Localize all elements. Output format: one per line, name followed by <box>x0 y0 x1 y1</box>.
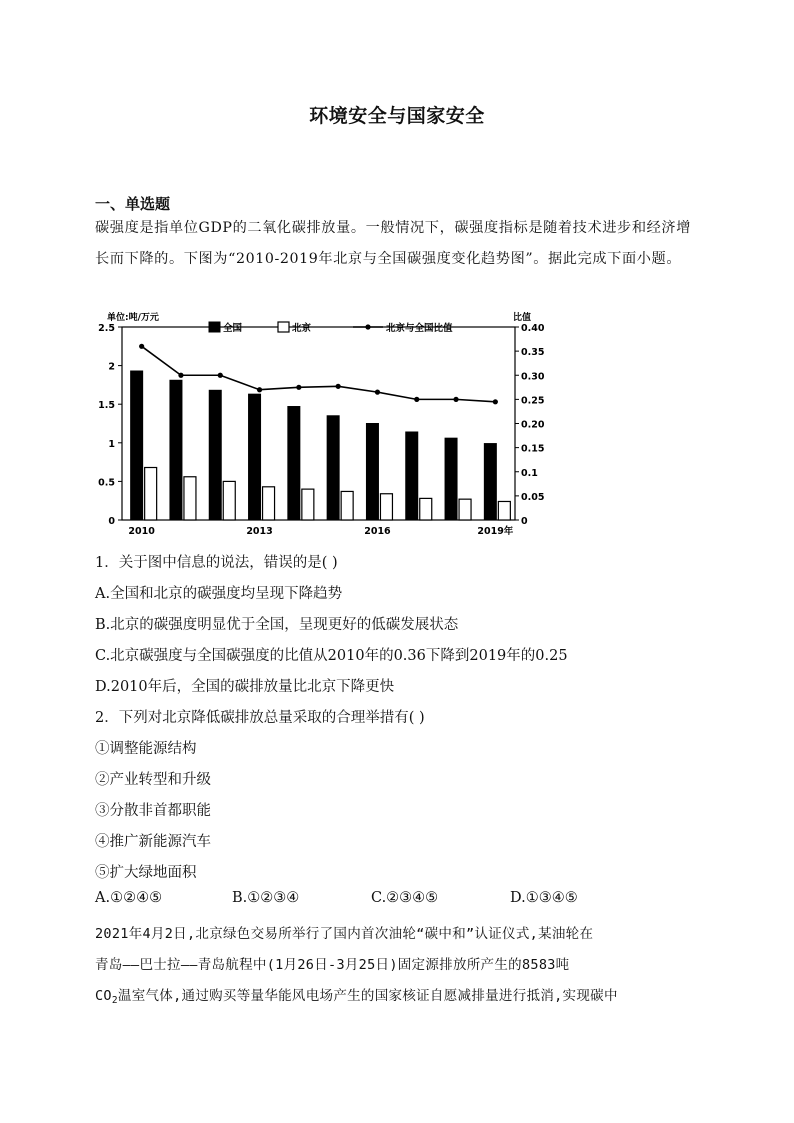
ratio-point <box>493 399 498 404</box>
bar-beijing <box>498 501 510 520</box>
q1-option-c: C.北京碳强度与全国碳强度的比值从2010年的0.36下降到2019年的0.25 <box>95 648 568 664</box>
left-tick-label: 2.5 <box>98 323 115 334</box>
q2-stem: 2．下列对北京降低碳排放总量采取的合理举措有( ) <box>95 710 425 726</box>
legend-swatch-national <box>209 322 220 332</box>
bar-beijing <box>223 481 235 520</box>
q2-item-1: ①调整能源结构 <box>95 741 197 757</box>
ratio-point <box>218 373 223 378</box>
ratio-line <box>142 346 496 401</box>
bar-beijing <box>420 498 432 520</box>
bar-national <box>327 416 339 520</box>
passage-line-1: 2021年4月2日,北京绿色交易所举行了国内首次油轮“碳中和”认证仪式,某油轮在 <box>95 926 594 942</box>
right-tick-label: 0 <box>521 516 528 527</box>
left-tick-label: 2 <box>108 361 115 373</box>
legend-label-national: 全国 <box>223 323 243 334</box>
bar-national <box>445 438 457 520</box>
q1-option-b: B.北京的碳强度明显优于全国，呈现更好的低碳发展状态 <box>95 617 459 633</box>
bar-beijing <box>145 468 157 520</box>
q2-option-b: B.①②③④ <box>232 890 300 906</box>
q2-item-2: ②产业转型和升级 <box>95 772 211 788</box>
passage <box>95 919 705 1016</box>
passage-line-3 <box>95 981 705 1016</box>
right-tick-label: 0.30 <box>521 371 545 383</box>
section-heading: 一、单选题 <box>95 195 171 213</box>
bar-national <box>406 432 418 520</box>
ratio-point <box>375 390 380 395</box>
right-tick-label: 0.25 <box>521 395 545 407</box>
left-axis-label: 单位:吨/万元 <box>107 313 159 323</box>
q1-option-a: A.全国和北京的碳强度均呈现下降趋势 <box>95 586 343 602</box>
right-tick-label: 0.35 <box>521 347 545 359</box>
co2-formula: CO <box>95 988 112 1004</box>
q2-item-4: ④推广新能源汽车 <box>95 834 211 850</box>
bar-beijing <box>302 489 314 520</box>
legend-swatch-beijing <box>278 322 289 332</box>
q2-item-3: ③分散非首都职能 <box>95 803 211 819</box>
legend-label-ratio: 北京与全国比值 <box>386 323 453 334</box>
q2-option-c: C.②③④⑤ <box>371 890 439 906</box>
bar-beijing <box>459 499 471 520</box>
passage-line-2: 青岛——巴士拉——青岛航程中(1月26日-3月25日)固定源排放所产生的8583吨 <box>95 957 570 973</box>
bar-national <box>366 424 378 521</box>
co2-subscript: 2 <box>111 995 118 1006</box>
left-tick-label: 1.5 <box>98 400 115 412</box>
carbon-intensity-chart <box>95 308 545 538</box>
bar-beijing <box>341 491 353 520</box>
x-tick-label: 2010 <box>128 526 155 537</box>
bar-national <box>131 371 143 520</box>
bar-national <box>249 394 261 520</box>
x-tick-label: 2013 <box>246 526 273 537</box>
bar-beijing <box>380 494 392 520</box>
x-tick-label: 2016 <box>364 526 391 537</box>
q1-option-d: D.2010年后，全国的碳排放量比北京下降更快 <box>95 679 395 695</box>
ratio-point <box>414 397 419 402</box>
ratio-point <box>139 344 144 349</box>
q1-stem: 1．关于图中信息的说法，错误的是( ) <box>95 555 338 571</box>
right-tick-label: 0.20 <box>521 419 545 431</box>
bar-national <box>209 390 221 520</box>
intro-paragraph: 碳强度是指单位GDP的二氧化碳排放量。一般情况下，碳强度指标是随着技术进步和经济增长而下降的。下图为“2010-2019年北京与全国碳强度变化趋势图”。据此完成下面小题。 <box>95 220 691 267</box>
left-tick-label: 1 <box>108 438 115 450</box>
ratio-point <box>178 373 183 378</box>
ratio-point <box>257 387 262 392</box>
bar-national <box>170 380 182 520</box>
bar-beijing <box>263 487 275 520</box>
x-tick-label: 2019年 <box>477 526 514 537</box>
right-tick-label: 0.1 <box>521 467 538 479</box>
right-tick-label: 0.40 <box>521 323 545 334</box>
legend-marker-ratio <box>365 324 370 329</box>
legend-label-beijing: 北京 <box>292 323 312 334</box>
right-tick-label: 0.15 <box>521 443 545 455</box>
bar-beijing <box>184 477 196 520</box>
q2-option-d: D.①③④⑤ <box>510 890 578 906</box>
q2-option-a: A.①②④⑤ <box>95 890 163 906</box>
page-title: 环境安全与国家安全 <box>309 105 485 127</box>
left-tick-label: 0 <box>108 516 115 527</box>
ratio-point <box>336 384 341 389</box>
ratio-point <box>296 385 301 390</box>
bar-national <box>288 407 300 520</box>
right-tick-label: 0.05 <box>521 491 545 503</box>
ratio-point <box>453 397 458 402</box>
bar-national <box>484 444 496 520</box>
left-tick-label: 0.5 <box>98 477 115 489</box>
q2-item-5: ⑤扩大绿地面积 <box>95 865 197 881</box>
passage-line-3-text: 温室气体,通过购买等量华能风电场产生的国家核证自愿减排量进行抵消,实现碳中 <box>117 988 618 1004</box>
right-axis-label: 比值 <box>513 313 532 323</box>
